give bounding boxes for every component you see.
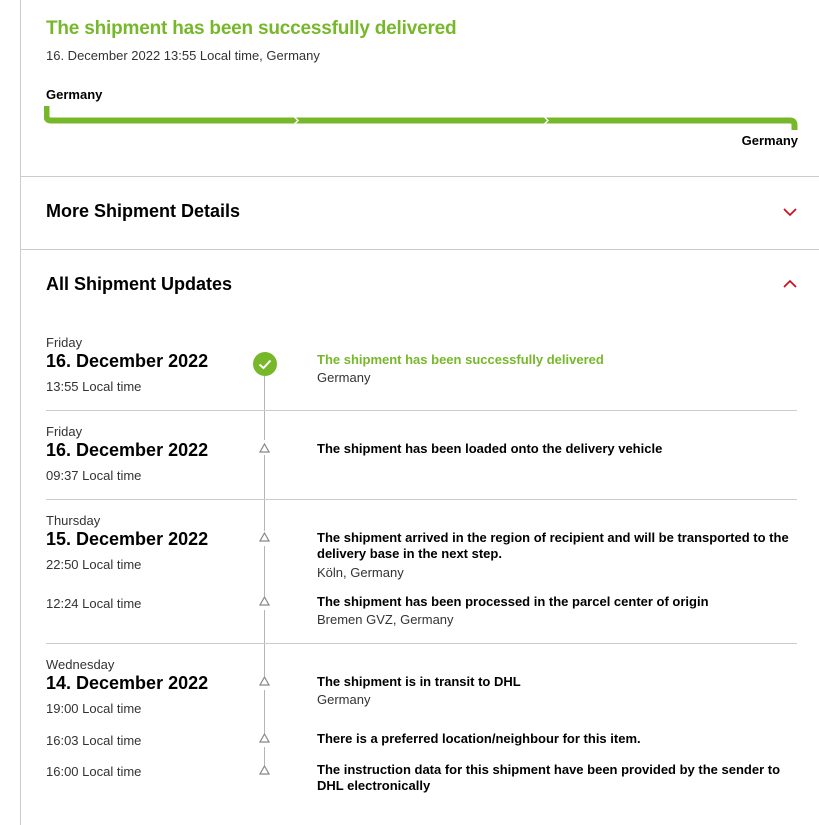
update-event-text: The instruction data for this shipment have been provided by the sender to DHL electronically bbox=[317, 762, 781, 793]
timeline-connector bbox=[264, 747, 265, 765]
delivery-status-timestamp: 16. December 2022 13:55 Local time, Germany bbox=[46, 48, 320, 63]
update-event-location: Köln, Germany bbox=[317, 565, 404, 580]
timeline-connector bbox=[264, 376, 265, 440]
route-origin: Germany bbox=[46, 87, 103, 102]
update-event-text: The shipment is in transit to DHL bbox=[317, 674, 521, 689]
update-event-text: The shipment has been loaded onto the delivery vehicle bbox=[317, 441, 663, 456]
update-date: 15. December 2022 bbox=[46, 529, 209, 549]
update-date: 14. December 2022 bbox=[46, 673, 209, 693]
update-day: Friday bbox=[46, 335, 83, 350]
update-day: Wednesday bbox=[46, 657, 115, 672]
update-event-location: Germany bbox=[317, 370, 371, 385]
timeline-connector bbox=[264, 546, 265, 596]
update-time: 13:55 Local time bbox=[46, 379, 142, 394]
all-updates-toggle[interactable] bbox=[20, 250, 819, 318]
more-details-toggle[interactable] bbox=[20, 177, 819, 249]
update-event-text: The shipment arrived in the region of recipient and will be transported to the delivery base in the next step. bbox=[317, 530, 789, 561]
update-time: 12:24 Local time bbox=[46, 596, 142, 611]
group-divider bbox=[46, 643, 797, 644]
triangle-icon bbox=[259, 596, 270, 606]
triangle-icon bbox=[259, 443, 270, 453]
update-event-location: Bremen GVZ, Germany bbox=[317, 612, 454, 627]
update-event-text: The shipment has been successfully delivered bbox=[317, 352, 604, 367]
update-event-text: There is a preferred location/neighbour for this item. bbox=[317, 731, 641, 746]
check-icon bbox=[253, 352, 277, 376]
delivery-status-title: The shipment has been successfully delivered bbox=[46, 18, 457, 39]
triangle-icon bbox=[259, 765, 270, 775]
update-time: 19:00 Local time bbox=[46, 701, 142, 716]
update-time: 09:37 Local time bbox=[46, 468, 142, 483]
timeline-connector bbox=[264, 690, 265, 733]
more-details-title: More Shipment Details bbox=[46, 201, 241, 221]
group-divider bbox=[46, 499, 797, 500]
group-divider bbox=[46, 410, 797, 411]
triangle-icon bbox=[259, 676, 270, 686]
left-border bbox=[20, 0, 21, 825]
route-progress-bar bbox=[44, 104, 799, 130]
triangle-icon bbox=[259, 532, 270, 542]
update-time: 16:03 Local time bbox=[46, 733, 142, 748]
all-updates-title: All Shipment Updates bbox=[46, 274, 233, 294]
route-destination: Germany bbox=[741, 133, 798, 148]
update-day: Thursday bbox=[46, 513, 101, 528]
update-event-text: The shipment has been processed in the parcel center of origin bbox=[317, 594, 709, 609]
update-event-location: Germany bbox=[317, 692, 371, 707]
update-time: 22:50 Local time bbox=[46, 557, 142, 572]
triangle-icon bbox=[259, 733, 270, 743]
timeline-connector bbox=[264, 455, 265, 531]
update-day: Friday bbox=[46, 424, 83, 439]
update-date: 16. December 2022 bbox=[46, 351, 209, 371]
chevron-down-icon bbox=[783, 205, 797, 219]
update-date: 16. December 2022 bbox=[46, 440, 209, 460]
chevron-up-icon bbox=[783, 277, 797, 291]
update-time: 16:00 Local time bbox=[46, 764, 142, 779]
